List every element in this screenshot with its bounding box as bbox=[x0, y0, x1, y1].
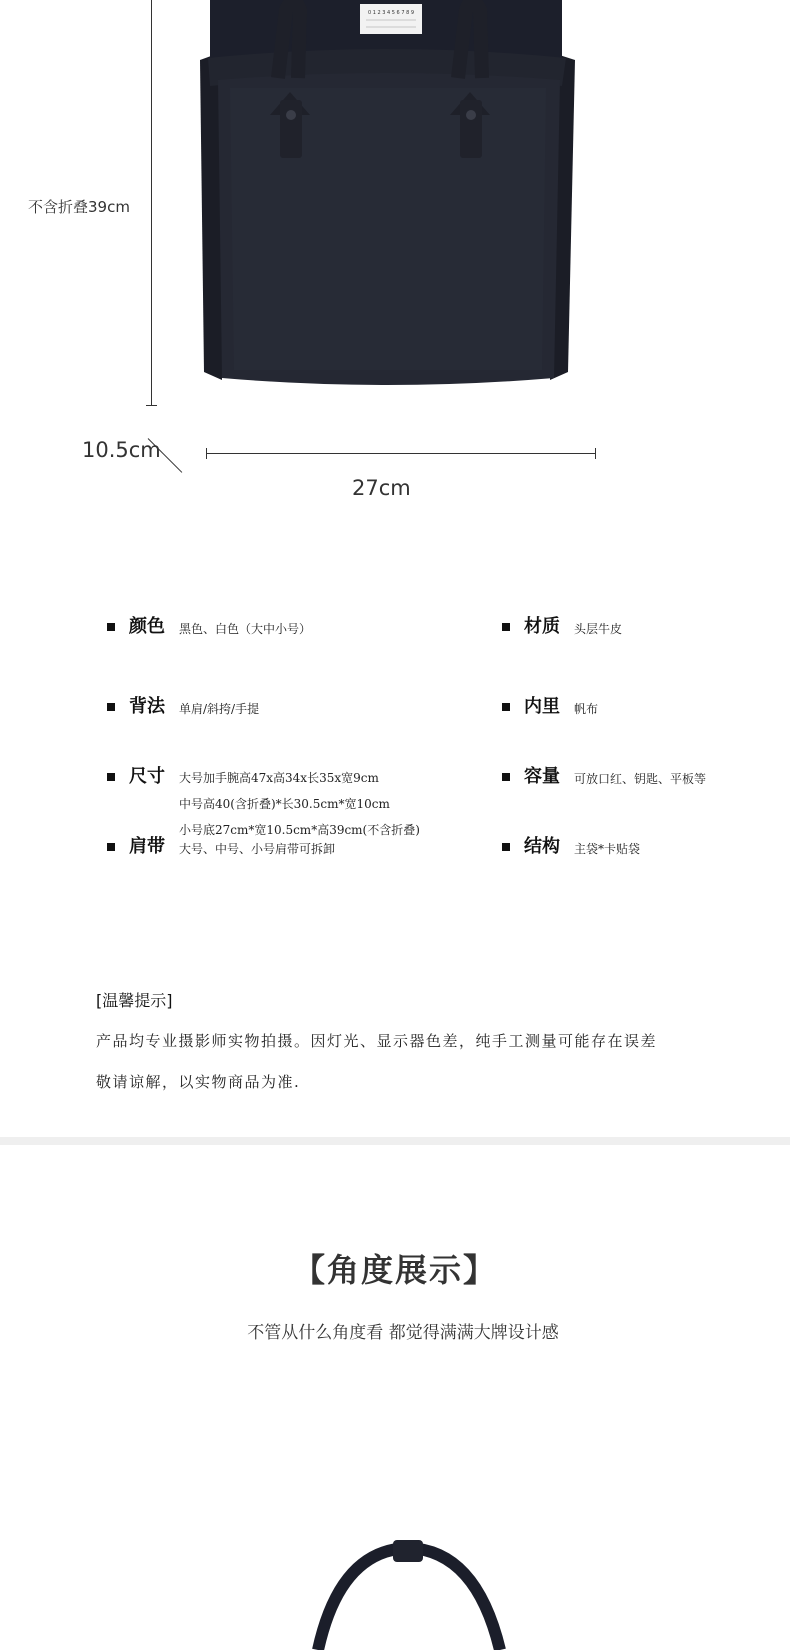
bullet-square-icon bbox=[107, 703, 115, 711]
angle-section-subtitle: 不管从什么角度看 都觉得满满大牌设计感 bbox=[247, 1323, 559, 1343]
label-tag-text: 0 1 2 3 4 5 6 7 8 9 bbox=[367, 10, 415, 16]
spec-value-lines bbox=[179, 765, 420, 843]
spec-material bbox=[502, 615, 622, 643]
spec-lining bbox=[502, 695, 598, 723]
height-label: 不含折叠39cm bbox=[28, 198, 130, 216]
spec-value-line: 大号加手腕高47x高34x长35x宽9cm bbox=[179, 771, 379, 785]
spec-key: 结构 bbox=[524, 836, 560, 857]
height-measure-line bbox=[151, 0, 152, 406]
spec-capacity bbox=[502, 765, 706, 793]
dimension-diagram bbox=[0, 0, 790, 510]
spec-value: 头层牛皮 bbox=[574, 622, 623, 636]
spec-strap bbox=[107, 835, 335, 863]
bullet-square-icon bbox=[107, 843, 115, 851]
spec-value-line: 中号高40(含折叠)*长30.5cm*宽10cm bbox=[179, 797, 390, 811]
bullet-square-icon bbox=[107, 623, 115, 631]
spec-value: 帆布 bbox=[574, 702, 599, 716]
bullet-square-icon bbox=[502, 773, 510, 781]
spec-value: 单肩/斜挎/手提 bbox=[179, 702, 260, 716]
spec-value: 主袋*卡贴袋 bbox=[574, 842, 641, 856]
spec-key: 容量 bbox=[524, 766, 560, 787]
section-divider bbox=[0, 1137, 790, 1145]
bullet-square-icon bbox=[502, 703, 510, 711]
product-bag-angle-image bbox=[300, 1540, 520, 1650]
width-label: 27cm bbox=[352, 476, 411, 500]
spec-key: 背法 bbox=[129, 696, 165, 717]
notice-line-2: 敬请谅解，以实物商品为准. bbox=[96, 1073, 301, 1091]
spec-key: 材质 bbox=[524, 616, 560, 637]
width-measure-cap-left bbox=[206, 448, 207, 459]
spec-list bbox=[0, 605, 790, 875]
spec-size bbox=[107, 765, 420, 843]
notice-title: [温馨提示] bbox=[96, 991, 173, 1010]
spec-key: 肩带 bbox=[129, 836, 165, 857]
bullet-square-icon bbox=[502, 623, 510, 631]
spec-value: 可放口红、钥匙、平板等 bbox=[574, 772, 707, 786]
spec-value-line: 小号底27cm*宽10.5cm*高39cm(不含折叠) bbox=[179, 823, 420, 837]
height-measure-cap bbox=[146, 405, 157, 406]
width-measure-line bbox=[206, 453, 596, 454]
spec-key: 内里 bbox=[524, 696, 560, 717]
spec-value: 大号、中号、小号肩带可拆卸 bbox=[179, 842, 336, 856]
spec-value: 黑色、白色（大中小号） bbox=[179, 622, 312, 636]
bullet-square-icon bbox=[107, 773, 115, 781]
width-measure-cap-right bbox=[595, 448, 596, 459]
spec-structure bbox=[502, 835, 640, 863]
product-bag-image bbox=[190, 0, 590, 400]
spec-key: 颜色 bbox=[129, 616, 165, 637]
bullet-square-icon bbox=[502, 843, 510, 851]
notice-block bbox=[96, 988, 736, 1103]
spec-carry bbox=[107, 695, 259, 723]
spec-key: 尺寸 bbox=[129, 766, 165, 787]
depth-label: 10.5cm bbox=[82, 438, 161, 462]
angle-section-title: 【角度展示】 bbox=[292, 1251, 497, 1289]
notice-line-1: 产品均专业摄影师实物拍摄。因灯光、显示器色差，纯手工测量可能存在误差 bbox=[96, 1032, 658, 1050]
spec-color bbox=[107, 615, 311, 643]
